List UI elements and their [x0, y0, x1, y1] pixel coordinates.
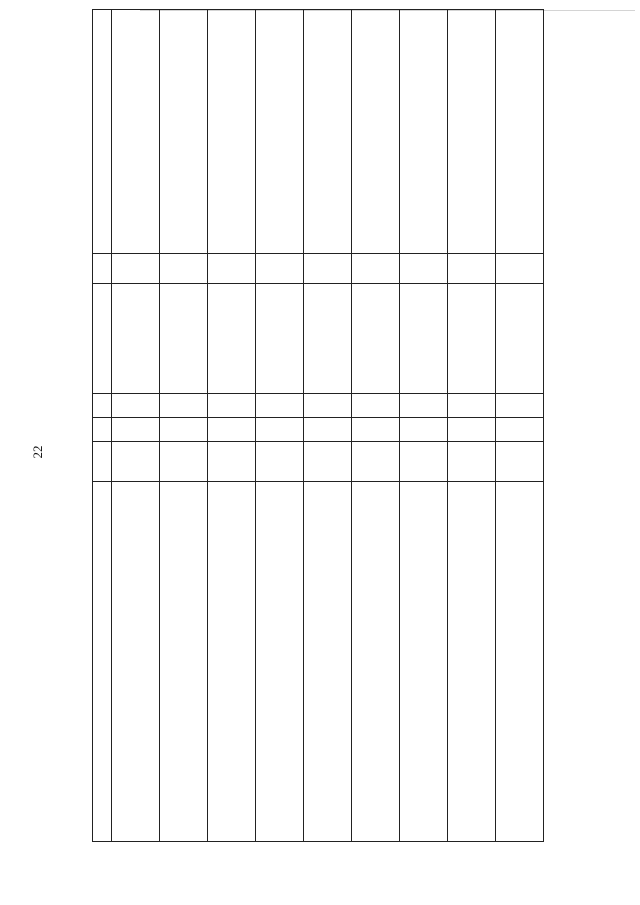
ministry-code — [352, 442, 400, 482]
row-name — [496, 482, 544, 842]
section-code — [304, 418, 352, 442]
header-row — [93, 10, 112, 842]
expense-type-code — [256, 254, 304, 284]
table-row — [208, 10, 256, 842]
table-row — [352, 10, 400, 842]
subsection-code — [304, 394, 352, 418]
section-code — [352, 418, 400, 442]
table-row — [496, 10, 544, 842]
col-header — [93, 418, 112, 442]
ministry-code — [160, 442, 208, 482]
section-code — [256, 418, 304, 442]
col-header — [93, 482, 112, 842]
amount — [208, 10, 256, 254]
table-row — [256, 10, 304, 842]
amount — [304, 10, 352, 254]
target-article-code — [304, 284, 352, 394]
section-code — [208, 418, 256, 442]
ministry-code — [448, 442, 496, 482]
table-row — [304, 10, 352, 842]
ministry-code — [304, 442, 352, 482]
amount — [112, 10, 160, 254]
row-name — [208, 482, 256, 842]
expense-type-code — [208, 254, 256, 284]
ministry-code — [256, 442, 304, 482]
target-article-code — [352, 284, 400, 394]
target-article-code — [256, 284, 304, 394]
page-number: 22 — [30, 445, 45, 459]
section-code — [112, 418, 160, 442]
subsection-code — [352, 394, 400, 418]
section-code — [448, 418, 496, 442]
section-code — [496, 418, 544, 442]
target-article-code — [448, 284, 496, 394]
expense-type-code — [160, 254, 208, 284]
target-article-code — [208, 284, 256, 394]
subsection-code — [208, 394, 256, 418]
section-code — [160, 418, 208, 442]
subsection-code — [400, 394, 448, 418]
col-header — [93, 394, 112, 418]
col-header — [93, 442, 112, 482]
expense-type-code — [448, 254, 496, 284]
expense-type-code — [400, 254, 448, 284]
row-name — [400, 482, 448, 842]
target-article-code — [112, 284, 160, 394]
table-row — [112, 10, 160, 842]
row-name — [304, 482, 352, 842]
expense-type-code — [112, 254, 160, 284]
amount — [496, 10, 544, 254]
table-row — [160, 10, 208, 842]
amount — [400, 10, 448, 254]
expense-type-code — [496, 254, 544, 284]
ministry-code — [112, 442, 160, 482]
target-article-code — [496, 284, 544, 394]
table-row — [400, 10, 448, 842]
amount — [256, 10, 304, 254]
expense-type-code — [304, 254, 352, 284]
ministry-code — [208, 442, 256, 482]
subsection-code — [256, 394, 304, 418]
row-name — [256, 482, 304, 842]
rotated-table-container — [92, 10, 544, 842]
row-name — [448, 482, 496, 842]
ministry-code — [496, 442, 544, 482]
subsection-code — [448, 394, 496, 418]
col-header — [93, 254, 112, 284]
amount — [352, 10, 400, 254]
row-name — [352, 482, 400, 842]
col-header — [93, 10, 112, 254]
subsection-code — [496, 394, 544, 418]
row-name — [160, 482, 208, 842]
amount — [448, 10, 496, 254]
ministry-code — [400, 442, 448, 482]
col-header — [93, 284, 112, 394]
target-article-code — [400, 284, 448, 394]
subsection-code — [112, 394, 160, 418]
subsection-code — [160, 394, 208, 418]
table-row — [448, 10, 496, 842]
amount — [160, 10, 208, 254]
section-code — [400, 418, 448, 442]
target-article-code — [160, 284, 208, 394]
row-name — [112, 482, 160, 842]
expense-type-code — [352, 254, 400, 284]
budget-table — [92, 9, 544, 842]
